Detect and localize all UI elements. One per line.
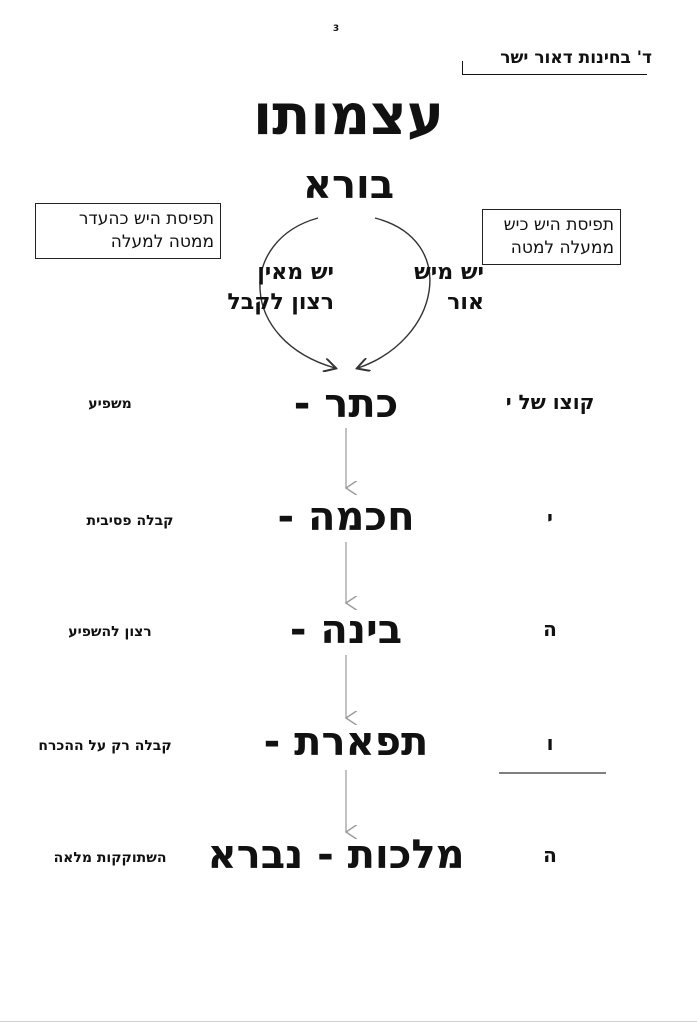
description-malchut: השתוקקות מלאה [53, 850, 167, 866]
box-right-line1: תפיסת היש כיש [503, 215, 614, 235]
sefira-keter: כתר - [293, 381, 399, 427]
description-chochma: קבלה פסיבית [86, 513, 174, 529]
sefira-malchut: מלכות - נברא [207, 832, 465, 878]
box-right-line2: ממעלה למטה [510, 237, 614, 258]
circle-label-left [227, 258, 334, 317]
description-bina: רצון להשפיע [68, 624, 152, 640]
circle-label-right [414, 258, 484, 317]
section-header-title: ד' בחינות דאור ישר [500, 48, 652, 68]
letter-keter: קוצו של י [505, 390, 595, 414]
letter-bina: ה [543, 617, 557, 641]
circle-left-line2: רצון לקבל [227, 289, 334, 315]
letter-tiferet: ו [546, 731, 554, 755]
box-left-line2: ממטה למעלה [110, 231, 214, 252]
page-bottom-edge [0, 1021, 697, 1022]
circle-right-line1: יש מיש [414, 260, 484, 285]
creator-label: בורא [302, 162, 395, 208]
sefira-chochma: חכמה - [277, 494, 415, 540]
letter-chochma: י [547, 506, 553, 530]
description-tiferet: קבלה רק על ההכרח [38, 738, 172, 754]
sefira-tiferet: תפארת - [263, 719, 429, 765]
diagram-title: עצמותו [252, 83, 445, 148]
circle-left-line1: יש מאין [257, 260, 334, 285]
sefira-bina: בינה - [289, 607, 403, 653]
page-number: 3 [332, 24, 340, 34]
letter-malchut: ה [543, 843, 557, 867]
box-left-line1: תפיסת היש כהעדר [78, 209, 214, 229]
description-keter: משפיע [88, 396, 132, 412]
circle-right-line2: אור [447, 289, 484, 315]
